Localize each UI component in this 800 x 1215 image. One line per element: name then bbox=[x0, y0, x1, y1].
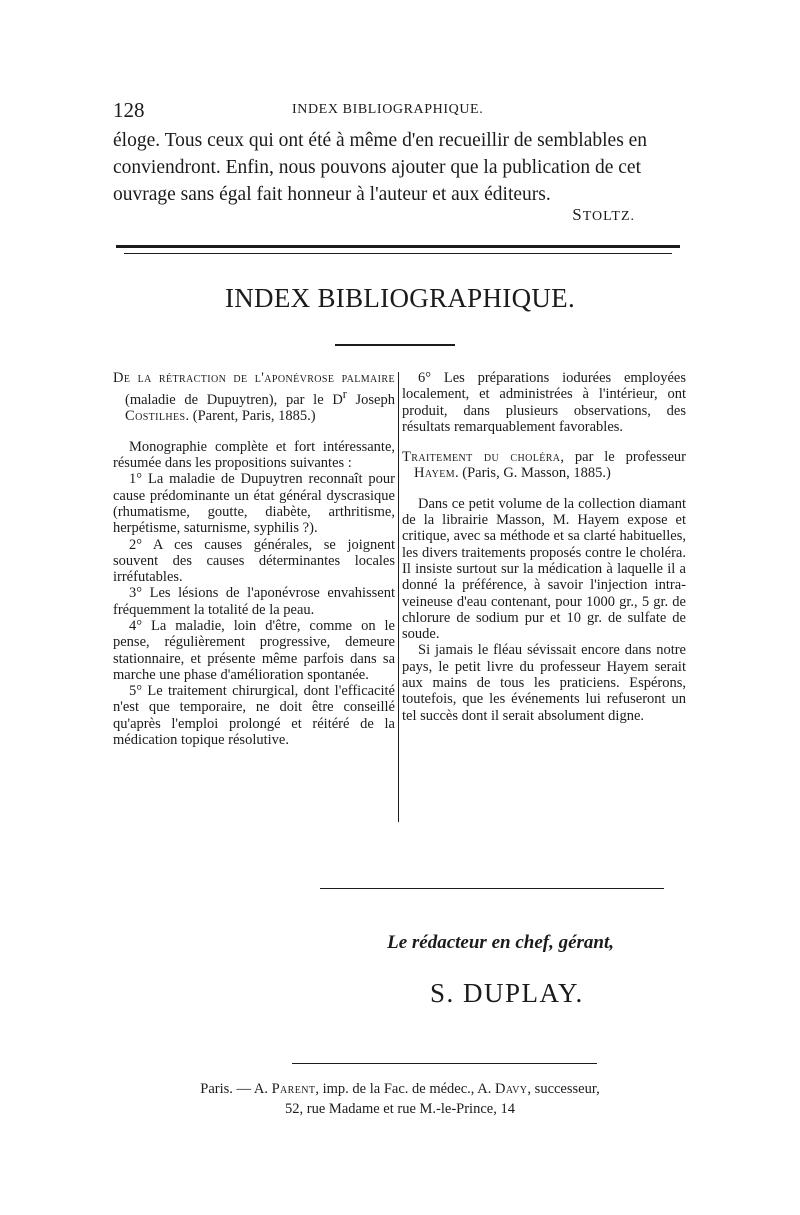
printer-line-1 bbox=[0, 1081, 800, 1098]
printer-rule bbox=[292, 1063, 597, 1064]
editor-role: Le rédacteur en chef, gérant, bbox=[387, 932, 614, 953]
printer-line-2: 52, rue Madame et rue M.-le-Prince, 14 bbox=[285, 1101, 515, 1117]
right-column bbox=[402, 370, 686, 724]
entry-cholera-publication: . (Paris, G. Masson, 1885.) bbox=[455, 465, 611, 482]
column-divider bbox=[398, 372, 399, 822]
entry-dupuytren-sup: r bbox=[342, 387, 347, 402]
left-paragraph-3: 2° A ces causes générales, se joignent souvent des causes déterminantes locales irréfutables. bbox=[113, 536, 395, 586]
left-paragraph-6: 5° Le traitement chirurgical, dont l'efficacité n'est que temporaire, ne doit être conseillé qu'après l'emploi prolongé et réitéré de la médication topique résolutive. bbox=[113, 683, 395, 749]
entry-dupuytren-author: Costilhes bbox=[125, 408, 186, 425]
left-column bbox=[113, 370, 395, 748]
entry-dupuytren-title: De la rétraction de l'aponévrose palmaire bbox=[113, 370, 395, 386]
left-paragraph-4: 3° Les lésions de l'aponévrose envahissent fréquemment la totalité de la peau. bbox=[113, 585, 395, 618]
printer-davy: Davy bbox=[494, 1081, 528, 1097]
right-paragraph-6: 6° Les préparations iodurées employées localement, et administrées à l'intérieur, ont produit, dans plusieurs observations, des résultats remarquablement favorables. bbox=[402, 370, 686, 435]
entry-dupuytren-subtitle: (maladie de Dupuytren), par le D bbox=[125, 392, 343, 409]
double-rule-thick bbox=[116, 245, 680, 248]
running-title: INDEX BIBLIOGRAPHIQUE. bbox=[292, 102, 484, 117]
editor-name: S. DUPLAY. bbox=[430, 978, 584, 1008]
left-paragraph-2: 1° La maladie de Dupuytren reconnaît pour cause prédominante un état général dyscrasique (rhumatisme, goutte, diabète, arthritisme, herpétisme, saturnisme, syphilis ?). bbox=[113, 471, 395, 537]
printer-parent: Parent bbox=[271, 1081, 316, 1097]
right-paragraph-2: Si jamais le fléau sévissait encore dans notre pays, le petit livre du professeur Hayem serait aux mains de tous les praticiens. Espérons, toutefois, que les événements lui refuseront un tel succès dont il serait absolument digne. bbox=[402, 642, 686, 724]
entry-cholera-heading bbox=[402, 449, 686, 482]
entry-cholera-author: Hayem bbox=[414, 465, 455, 482]
reviewer-signature bbox=[572, 205, 635, 225]
entry-dupuytren-publication: . (Parent, Paris, 1885.) bbox=[185, 408, 316, 425]
reviewer-signature-initial: S bbox=[572, 205, 583, 224]
intro-line-1: éloge. Tous ceux qui ont été à même d'en recueillir de semblables en bbox=[113, 130, 648, 151]
entry-cholera-pre: , par le professeur bbox=[560, 449, 686, 466]
intro-line-2: conviendront. Enfin, nous pouvons ajouter que la publication de cet bbox=[113, 157, 641, 178]
right-paragraph-1: Dans ce petit volume de la collection diamant de la librairie Masson, M. Hayem expose et critique, avec sa méthode et sa clarté habituelles, les divers traitements proposés contre le choléra. Il insiste surtout sur la médication à laquelle il a donné la préférence, à savoir l'injection intra-veineuse d'eau contenant, pour 1000 gr., 5 gr. de chlorure de sodium pur et 10 gr. de sulfate de soude. bbox=[402, 495, 686, 643]
page-number: 128 bbox=[113, 98, 145, 122]
reviewer-signature-rest: TOLTZ. bbox=[582, 209, 635, 224]
left-paragraph-5: 4° La maladie, loin d'être, comme on le pense, régulièrement progressive, demeure stationnaire, et présente même parfois dans sa marche une phase d'amélioration spontanée. bbox=[113, 617, 395, 683]
entry-cholera-title: Traitement du choléra bbox=[402, 449, 561, 466]
intro-line-3: ouvrage sans égal fait honneur à l'auteur et aux éditeurs. bbox=[113, 184, 551, 205]
printer-line-1-pre: Paris. — A. bbox=[200, 1081, 272, 1097]
entry-dupuytren-heading bbox=[113, 370, 395, 425]
left-paragraph-1: Monographie complète et fort intéressante, résumée dans les propositions suivantes : bbox=[113, 438, 395, 472]
section-title-rule bbox=[335, 344, 455, 346]
printer-line-1-post: , successeur, bbox=[527, 1081, 600, 1097]
printer-line-1-mid: , imp. de la Fac. de médec., A. bbox=[315, 1081, 495, 1097]
double-rule-thin bbox=[124, 253, 672, 254]
section-title: INDEX BIBLIOGRAPHIQUE. bbox=[224, 283, 576, 313]
entry-dupuytren-author-pre: Joseph bbox=[346, 392, 395, 409]
closing-rule bbox=[320, 888, 664, 889]
